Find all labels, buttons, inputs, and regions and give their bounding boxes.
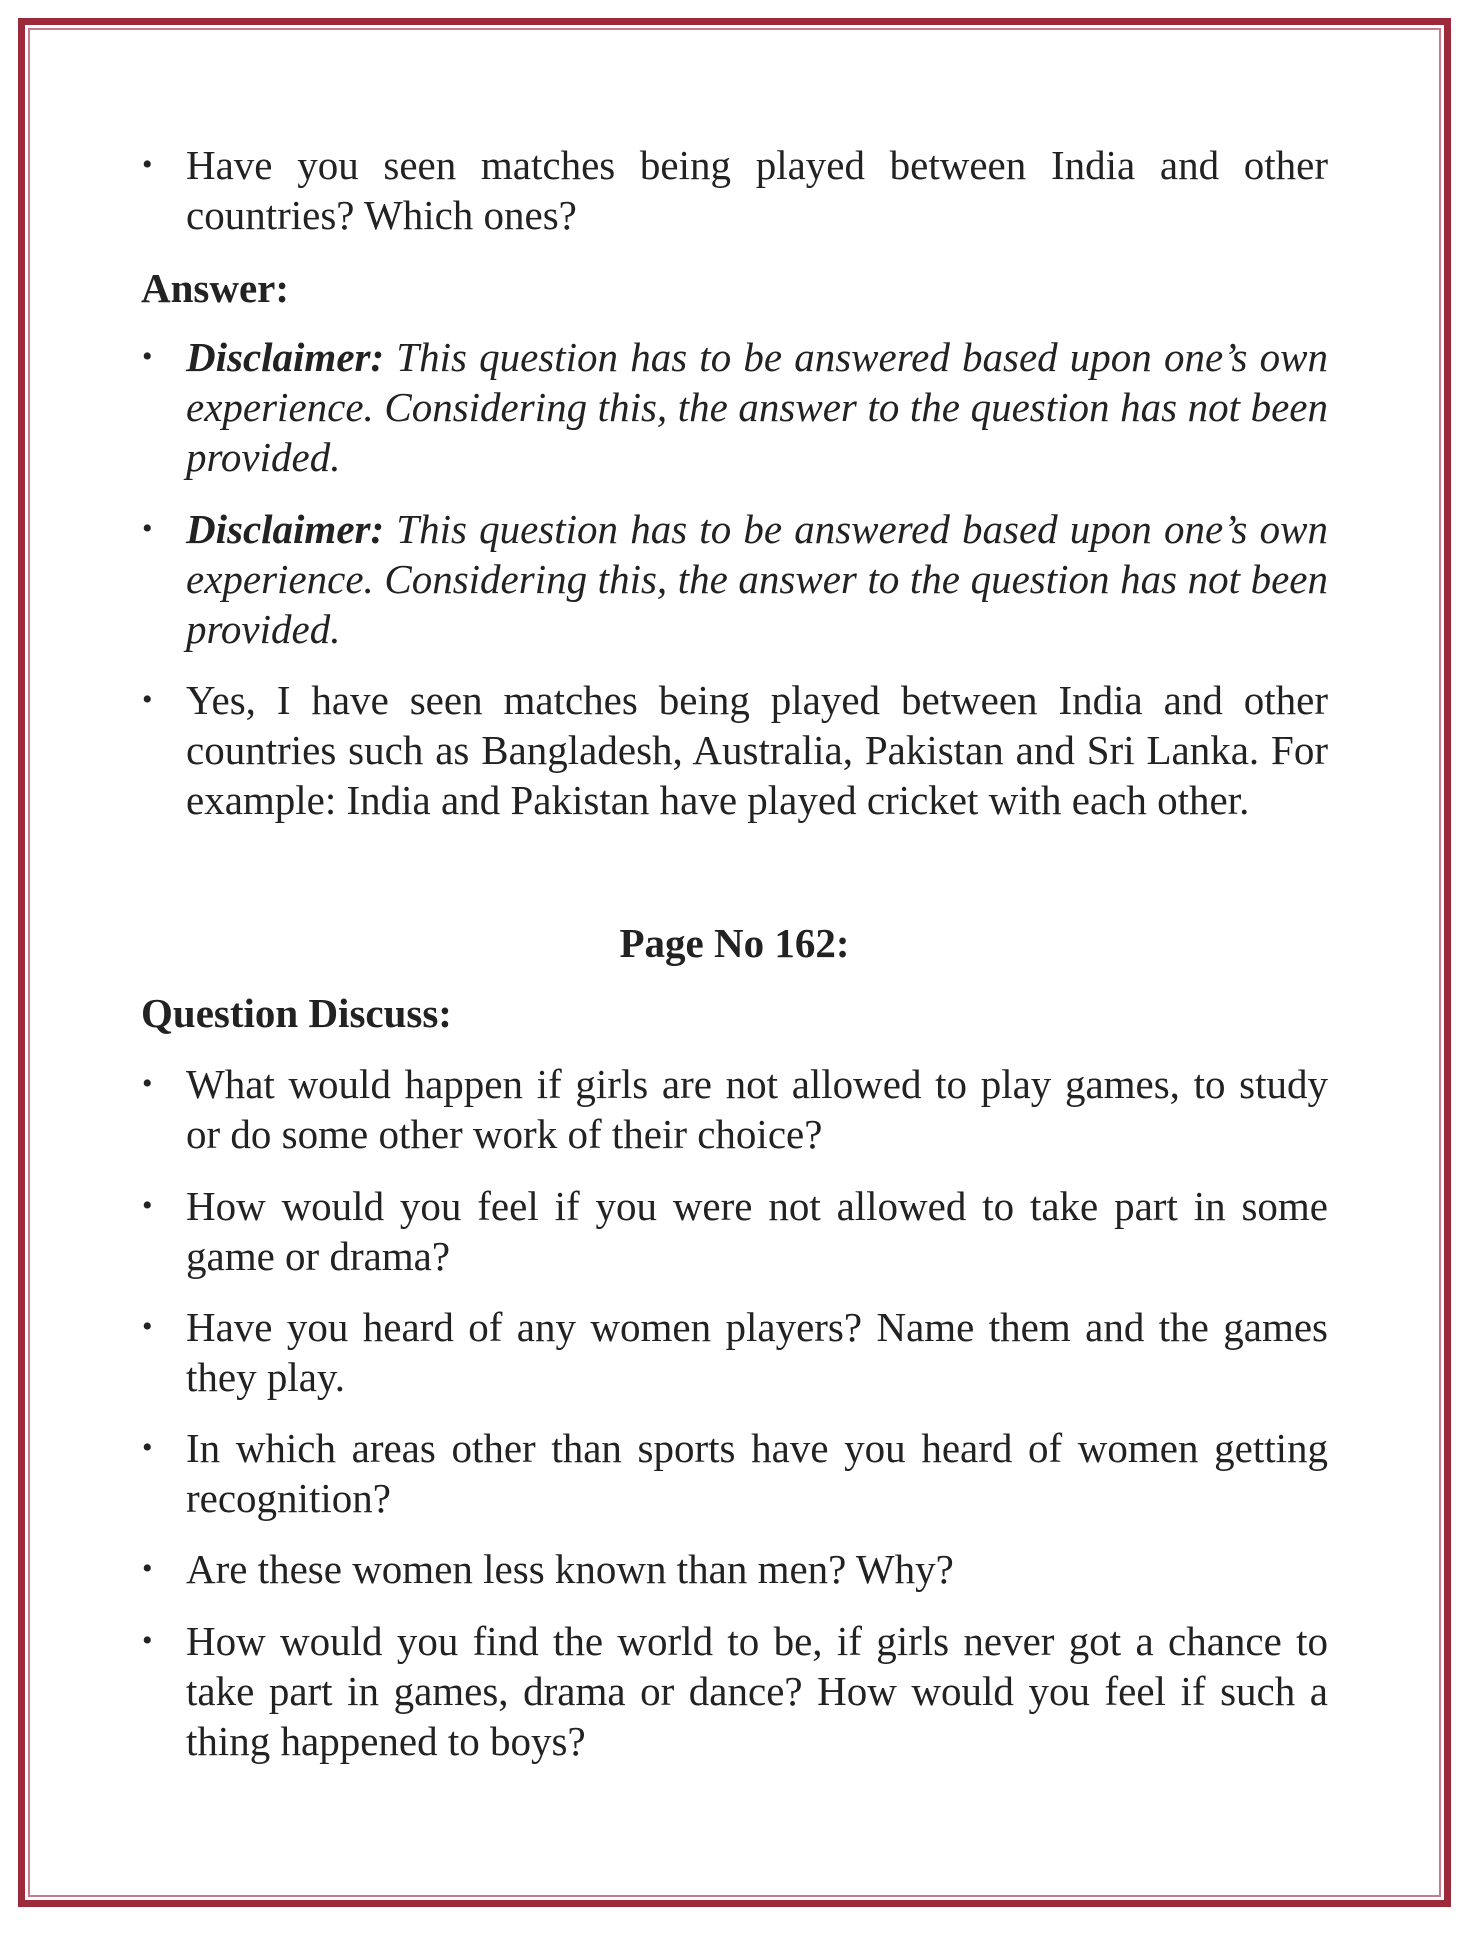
disclaimer-text: This question has to be answered based upon one’s own experience. Considering this, the answer to the question has not been provided. xyxy=(186,334,1328,480)
disclaimer-text: This question has to be answered based upon one’s own experience. Considering this, the answer to the question has not been provided. xyxy=(186,506,1328,652)
disclaimer-item xyxy=(142,504,1328,654)
question-text: How would you find the world to be, if girls never got a chance to take part in games, drama or dance? How would you feel if such a thing happened to boys? xyxy=(186,1618,1328,1764)
bullet-icon: • xyxy=(142,340,153,373)
question-item xyxy=(142,1302,1328,1402)
bullet-icon: • xyxy=(142,1624,153,1657)
question-item xyxy=(142,1181,1328,1281)
question-text: What would happen if girls are not allowed to play games, to study or do some other work of their choice? xyxy=(186,1061,1328,1157)
question-text: In which areas other than sports have you heard of women getting recognition? xyxy=(186,1425,1328,1521)
question-text: Have you heard of any women players? Name them and the games they play. xyxy=(186,1304,1328,1400)
bullet-icon: • xyxy=(142,1189,153,1222)
bullet-icon: • xyxy=(142,512,153,545)
bullet-icon: • xyxy=(142,148,153,181)
bullet-icon: • xyxy=(142,683,153,716)
question-item xyxy=(142,140,1328,240)
bullet-icon: • xyxy=(142,1552,153,1585)
disclaimer-label: Disclaimer: xyxy=(186,506,385,552)
page-number-heading: Page No 162: xyxy=(619,920,850,966)
question-item xyxy=(142,1423,1328,1523)
bullet-icon: • xyxy=(142,1067,153,1100)
question-text: Are these women less known than men? Why? xyxy=(186,1546,954,1592)
question-text: Have you seen matches being played between India and other countries? Which ones? xyxy=(186,142,1328,238)
bullet-icon: • xyxy=(142,1431,153,1464)
question-item xyxy=(142,1059,1328,1159)
answer-heading: Answer: xyxy=(141,265,290,311)
question-item xyxy=(142,1616,1328,1766)
disclaimer-item xyxy=(142,332,1328,482)
discuss-heading: Question Discuss: xyxy=(141,990,452,1036)
answer-item xyxy=(142,675,1328,825)
question-item xyxy=(142,1544,1328,1594)
answer-text: Yes, I have seen matches being played between India and other countries such as Bangladesh, Australia, Pakistan and Sri Lanka. For example: India and Pakistan have played cricket with each other. xyxy=(186,677,1328,823)
disclaimer-label: Disclaimer: xyxy=(186,334,385,380)
bullet-icon: • xyxy=(142,1310,153,1343)
question-text: How would you feel if you were not allowed to take part in some game or drama? xyxy=(186,1183,1328,1279)
